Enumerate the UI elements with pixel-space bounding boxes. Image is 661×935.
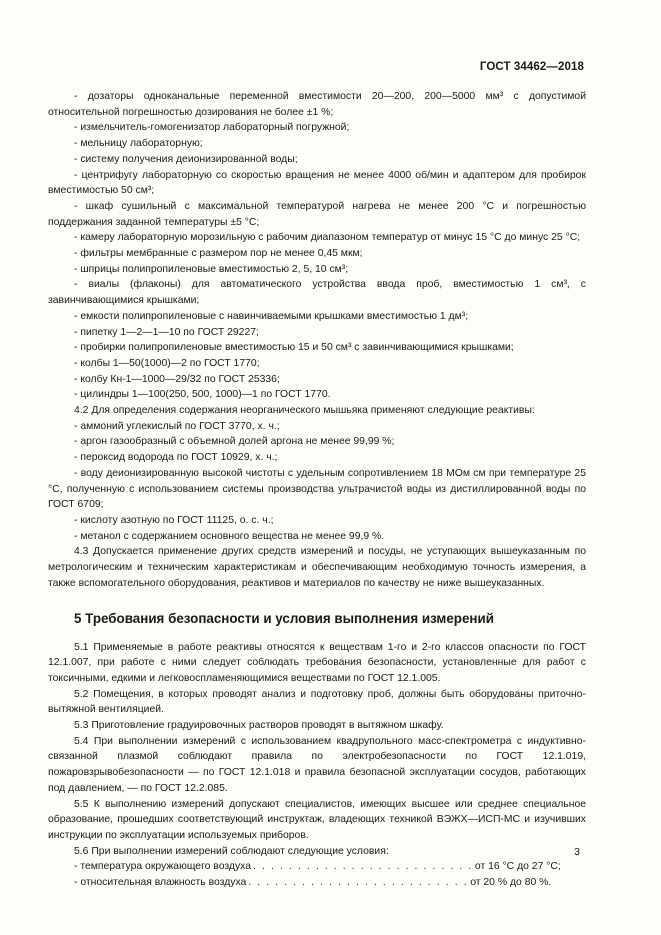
list-item: - аммоний углекислый по ГОСТ 3770, х. ч.; <box>74 420 280 432</box>
paragraph-5-4: 5.4 При выполнении измерений с использованием квадрупольного масс-спектрометра с индуктивно-связанной плазмой соблюдают правила по электробезопасности по ГОСТ 12.1.019, пожаровзрывобезопасности — по ГОСТ 12.1.018 и правила безопасной эксплуатации сосудов, работающих под давлением, — по ГОСТ 12.2.085. <box>48 735 586 794</box>
list-item: - виалы (флаконы) для автоматического устройства ввода проб, вместимостью 1 см³, с завинчивающимися крышками; <box>48 279 586 307</box>
document-number-header: ГОСТ 34462—2018 <box>479 61 584 73</box>
list-item: - камеру лабораторную морозильную с рабочим диапазоном температур от минус 15 °С до минус 25 °С; <box>74 232 581 244</box>
list-item: - измельчитель-гомогенизатор лабораторный погружной; <box>74 122 350 134</box>
list-item: - фильтры мембранные с размером пор не менее 0,45 мкм; <box>74 248 363 260</box>
paragraph-5-3: 5.3 Приготовление градуировочных растворов проводят в вытяжном шкафу. <box>74 720 444 732</box>
list-item: - кислоту азотную по ГОСТ 11125, о. с. ч.; <box>74 514 274 526</box>
document-body <box>48 89 586 891</box>
leader-dots: . . . . . . . . . . . . . . . . . . . . . . . . . <box>253 861 473 873</box>
condition-temperature <box>48 859 586 875</box>
list-item: - пипетку 1—2—1—10 по ГОСТ 29227; <box>74 326 259 338</box>
paragraph-5-6: 5.6 При выполнении измерений соблюдают следующие условия: <box>74 845 389 857</box>
list-item: - дозаторы одноканальные переменной вместимости 20—200, 200—5000 мм³ с допустимой относительной погрешностью дозирования не более ±1 %; <box>48 91 586 118</box>
reagent-list <box>48 419 586 545</box>
list-item: - шкаф сушильный с максимальной температурой нагрева не менее 200 °С и погрешностью поддержания заданной температуры ±5 °С; <box>48 200 586 228</box>
section-5-title: 5 Требования безопасности и условия выполнения измерений <box>74 610 494 626</box>
list-item: - аргон газообразный с объемной долей аргона не менее 99,99 %; <box>74 436 395 448</box>
leader-dots: . . . . . . . . . . . . . . . . . . . . . . . . . <box>248 877 469 889</box>
list-item: - мельницу лабораторную; <box>74 138 203 150</box>
list-item: - воду деионизированную высокой чистоты с удельным сопротивлением 18 МОм см при температуре 25 °С, полученную с использованием системы производства ультрачистой воды из дистиллированной воды по ГОСТ 6709; <box>48 467 586 511</box>
condition-humidity <box>48 875 586 891</box>
list-item: - центрифугу лабораторную со скоростью вращения не менее 4000 об/мин и адаптером для пробирок вместимостью 50 см³; <box>48 169 586 197</box>
equipment-list <box>48 89 586 403</box>
list-item: - метанол с содержанием основного вещества не менее 99,9 %. <box>74 530 385 542</box>
paragraph-5-1: 5.1 Применяемые в работе реактивы относятся к веществам 1-го и 2-го классов опасности по ГОСТ 12.1.007, при работе с ними следует соблюдать требования безопасности, установленные для работ с токсичными, едкими и легковоспламеняющимися веществами по ГОСТ 12.1.005. <box>48 641 586 684</box>
paragraph-4-2: 4.2 Для определения содержания неорганического мышьяка применяют следующие реактивы: <box>74 405 535 417</box>
list-item: - шприцы полипропиленовые вместимостью 2, 5, 10 см³; <box>74 263 349 275</box>
paragraph-5-5: 5.5 К выполнению измерений допускают специалистов, имеющих высшее или среднее специальное образование, прошедших соответствующий инструктаж, владеющих техникой ВЭЖХ—ИСП-МС и изучивших инструкции по эксплуатации используемых приборов. <box>48 798 586 841</box>
paragraph-4-3: 4.3 Допускается применение других средств измерений и посуды, не уступающих вышеуказанным по метрологическим и техническим характеристикам и обеспечивающим необходимую точность измерения, а также вспомогательного оборудования, реактивов и материалов по качеству не ниже вышеуказанных. <box>48 546 586 589</box>
list-item: - колбы 1—50(1000)—2 по ГОСТ 1770; <box>74 357 260 369</box>
list-item: - пробирки полипропиленовые вместимостью 15 и 50 см³ с завинчивающимися крышками; <box>74 342 514 354</box>
list-item: - цилиндры 1—100(250, 500, 1000)—1 по ГОСТ 1770. <box>74 389 331 401</box>
list-item: - емкости полипропиленовые с навинчиваемыми крышками вместимостью 1 дм³; <box>74 310 469 322</box>
list-item: - пероксид водорода по ГОСТ 10929, х. ч.; <box>74 452 278 464</box>
list-item: - колбу Кн-1—1000—29/32 по ГОСТ 25336; <box>74 373 280 385</box>
condition-label: - относительная влажность воздуха <box>74 877 247 889</box>
condition-value: от 20 % до 80 %. <box>470 877 552 889</box>
page-number: 3 <box>574 846 580 858</box>
condition-value: от 16 °С до 27 °С; <box>474 861 561 873</box>
paragraph-5-2: 5.2 Помещения, в которых проводят анализ и подготовку проб, должны быть оборудованы приточно-вытяжной вентиляцией. <box>48 688 586 716</box>
condition-label: - температура окружающего воздуха <box>74 861 252 873</box>
list-item: - систему получения деионизированной воды; <box>74 153 298 165</box>
